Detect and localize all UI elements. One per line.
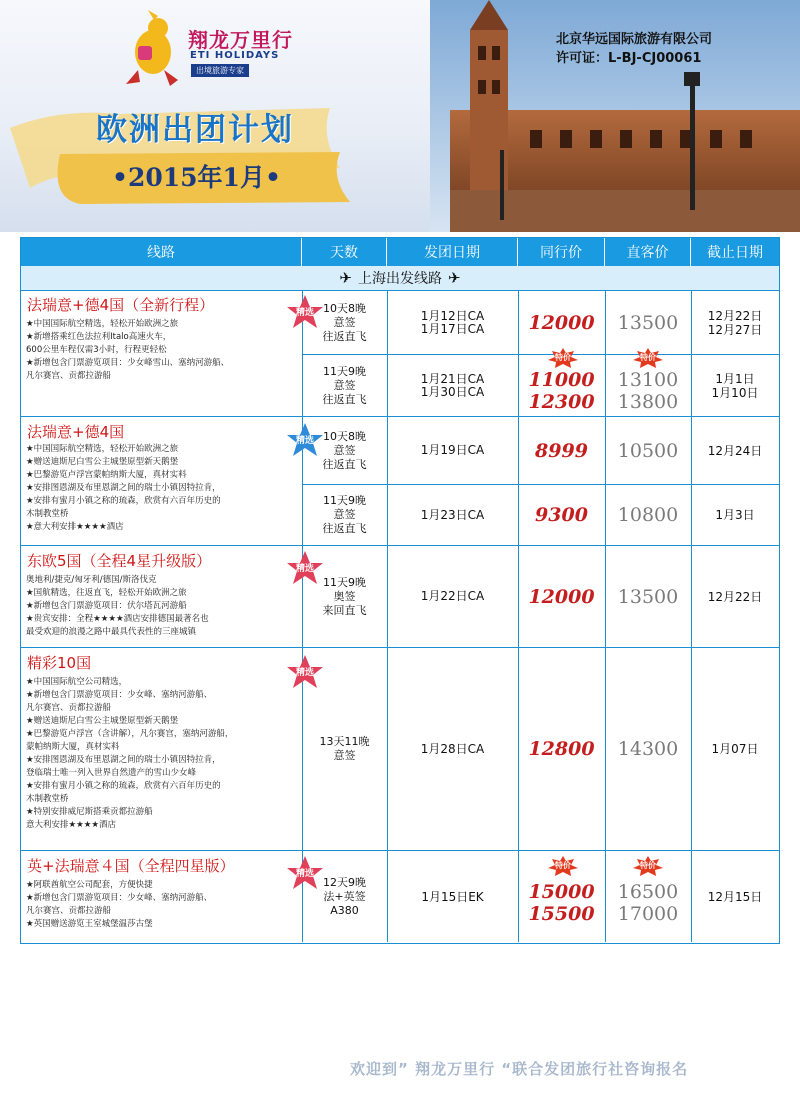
direct-price-cell: 16500 17000 [617, 881, 679, 925]
route-highlights [26, 318, 288, 383]
departure-cell: 1月28日CA [420, 741, 485, 756]
direct-price-cell: 10500 [617, 439, 679, 462]
highlight-item: ★巴黎游览卢浮宫（含讲解），凡尔赛宫，塞纳河游船， [26, 729, 234, 739]
highlight-item: 600公里车程仅需3小时，行程更轻松 [26, 345, 167, 355]
route-title: 精彩10国 [27, 654, 92, 672]
direct-price-cell: 13100 13800 [617, 368, 679, 413]
highlight-item: ★安排有蜜月小镇之称的琉森，欣赏有六百年历史的 [26, 496, 221, 506]
deadline-cell: 1月1日 1月10日 [711, 371, 759, 400]
featured-badge: 精选 [286, 654, 324, 690]
highlight-item: 木制教堂桥 [26, 794, 69, 804]
section-title: 上海出发线路 [358, 271, 442, 287]
brand-name: 翔龙万里行 [188, 28, 293, 52]
featured-badge: 精选 [286, 855, 324, 891]
direct-price-cell: 14300 [617, 738, 679, 760]
departure-cell: 1月23日CA [420, 507, 485, 522]
highlight-item: ★中国国际航空精选，轻松开始欧洲之旅 [26, 319, 179, 329]
col-header-days: 天数 [302, 238, 387, 266]
highlight-item: ★安排有蜜月小镇之称的琉森，欣赏有六百年历史的 [26, 781, 221, 791]
banner-date: •2015年1月• [112, 163, 281, 192]
highlight-item: ★阿联酋航空公司配套，方便快捷 [26, 880, 153, 890]
highlight-item: ★特别安排威尼斯搭乘贡都拉游船 [26, 807, 153, 817]
highlight-item: ★贵宾安排：全程★★★★酒店安排德国最著名也 [26, 614, 209, 624]
days-cell: 13天11晚 意签 [319, 735, 370, 762]
highlight-item: ★新增包含门票游览项目：伏尔塔瓦河游船 [26, 601, 187, 611]
deadline-cell: 1月07日 [711, 742, 759, 756]
highlight-item: 凡尔赛宫、贡都拉游船 [26, 703, 112, 713]
company-name: 北京华远国际旅游有限公司 [556, 32, 713, 47]
highlight-item: ★新增包含门票游览项目：少女峰、塞纳河游船、 [26, 893, 213, 903]
highlight-item: ★安排图恩湖及布里恩湖之间的瑞士小镇因特拉肯， [26, 483, 221, 493]
highlight-item: ★新增包含门票游览项目：少女峰、塞纳河游船、 [26, 690, 213, 700]
highlight-item: ★中国国际航空精选，轻松开始欧洲之旅 [26, 444, 179, 454]
col-header-route: 线路 [21, 238, 302, 266]
deadline-cell: 12月22日 [707, 589, 763, 604]
highlight-item: 凡尔赛宫、贡都拉游船 [26, 906, 112, 916]
days-cell: 12天9晚 法+英签 A380 [323, 876, 366, 917]
route-highlights [26, 574, 288, 639]
deadline-cell: 12月15日 [707, 890, 763, 904]
special-price-tag: 特价 [633, 348, 663, 368]
peer-price-cell: 12000 [528, 311, 595, 334]
featured-badge: 精选 [286, 422, 324, 458]
direct-price-cell: 10800 [617, 504, 679, 526]
banner-title: 欧洲出团计划 [96, 112, 294, 148]
route-title: 东欧5国（全程4星升级版） [27, 552, 212, 570]
peer-price-cell: 15000 15500 [528, 881, 595, 925]
direct-price-cell: 13500 [617, 311, 679, 334]
route-title: 法瑞意+德4国 [27, 423, 125, 441]
direct-price-cell: 13500 [617, 585, 679, 608]
departure-cell: 1月15日EK [421, 889, 484, 904]
col-header-direct-price: 直客价 [605, 238, 691, 266]
highlight-item: ★安排图恩湖及布里恩湖之间的瑞士小镇因特拉肯， [26, 755, 221, 765]
route-highlights [26, 443, 288, 534]
highlight-item: ★英国赠送游览王室城堡温莎古堡 [26, 919, 153, 929]
peer-price-cell: 11000 12300 [528, 368, 595, 413]
section-band [21, 266, 779, 290]
days-cell: 11天9晚 奥签 来回直飞 [322, 575, 367, 617]
route-highlights [26, 879, 288, 931]
highlight-item: ★赠送迪斯尼白雪公主城堡原型新天鹅堡 [26, 457, 179, 467]
days-cell: 10天8晚 意签 往返直飞 [322, 301, 367, 343]
highlight-item: ★巴黎游览卢浮宫蒙帕纳斯大厦，真材实料 [26, 470, 187, 480]
highlight-item: ★国航精选，往返直飞，轻松开始欧洲之旅 [26, 588, 187, 598]
departure-cell: 1月22日CA [420, 589, 485, 603]
route-highlights [26, 676, 288, 832]
days-cell: 11天9晚 意签 往返直飞 [322, 364, 367, 406]
footer-note: 欢迎到” 翔龙万里行 “联合发团旅行社咨询报名 [350, 1060, 689, 1078]
col-header-deadline: 截止日期 [691, 238, 779, 266]
route-title: 法瑞意+德4国（全新行程） [27, 296, 215, 314]
airplane-icon: ✈ [448, 269, 461, 287]
col-header-departure: 发团日期 [387, 238, 518, 266]
featured-badge: 精选 [286, 550, 324, 586]
deadline-cell: 1月3日 [715, 508, 755, 522]
brand-tagline: 出境旅游专家 [191, 64, 249, 77]
highlight-item: 木制教堂桥 [26, 509, 69, 519]
highlight-item: 登临瑞士唯一列入世界自然遗产的雪山少女峰 [26, 768, 197, 778]
highlight-item: 蒙帕纳斯大厦，真材实料 [26, 742, 120, 752]
featured-badge: 精选 [286, 294, 324, 330]
highlight-item: ★中国国际航空公司精选， [26, 677, 128, 687]
special-price-tag: 特价 [548, 856, 578, 876]
highlight-item: ★新增包含门票游览项目：少女峰雪山、塞纳河游船、 [26, 358, 230, 368]
peer-price-cell: 9300 [535, 504, 588, 526]
days-cell: 11天9晚 意签 往返直飞 [322, 494, 367, 535]
highlight-item: ★意大利安排★★★★酒店 [26, 522, 124, 532]
highlight-item: ★赠送迪斯尼白雪公主城堡原型新天鹅堡 [26, 716, 179, 726]
deadline-cell: 12月24日 [707, 443, 763, 458]
peer-price-cell: 12800 [528, 738, 595, 760]
highlight-item: 奥地利/捷克/匈牙利/德国/斯洛伐克 [26, 575, 157, 585]
special-price-tag: 特价 [633, 856, 663, 876]
route-title: 英+法瑞意４国（全程四星版） [27, 857, 235, 875]
peer-price-cell: 12000 [528, 585, 595, 608]
departure-cell: 1月19日CA [420, 443, 485, 457]
col-header-peer-price: 同行价 [518, 238, 605, 266]
highlight-item: 凡尔赛宫、贡都拉游船 [26, 371, 112, 381]
license-number: 许可证：L-BJ-CJ00061 [556, 51, 702, 66]
highlight-item: 意大利安排★★★★酒店 [26, 820, 116, 830]
highlight-item: ★新增搭乘红色法拉利Italo高速火车， [26, 332, 172, 342]
brand-name-en: ETI HOLIDAYS [190, 50, 280, 61]
header [0, 0, 800, 232]
airplane-icon: ✈ [339, 269, 352, 287]
departure-cell: 1月21日CA 1月30日CA [420, 371, 485, 399]
special-price-tag: 特价 [548, 348, 578, 368]
departure-cell: 1月12日CA 1月17日CA [420, 308, 485, 336]
deadline-cell: 12月22日 12月27日 [707, 308, 763, 337]
itinerary-table [20, 237, 780, 944]
highlight-item: 最受欢迎的浪漫之路中最具代表性的三座城镇 [26, 627, 197, 637]
peer-price-cell: 8999 [535, 439, 588, 462]
days-cell: 10天8晚 意签 往返直飞 [322, 429, 367, 471]
